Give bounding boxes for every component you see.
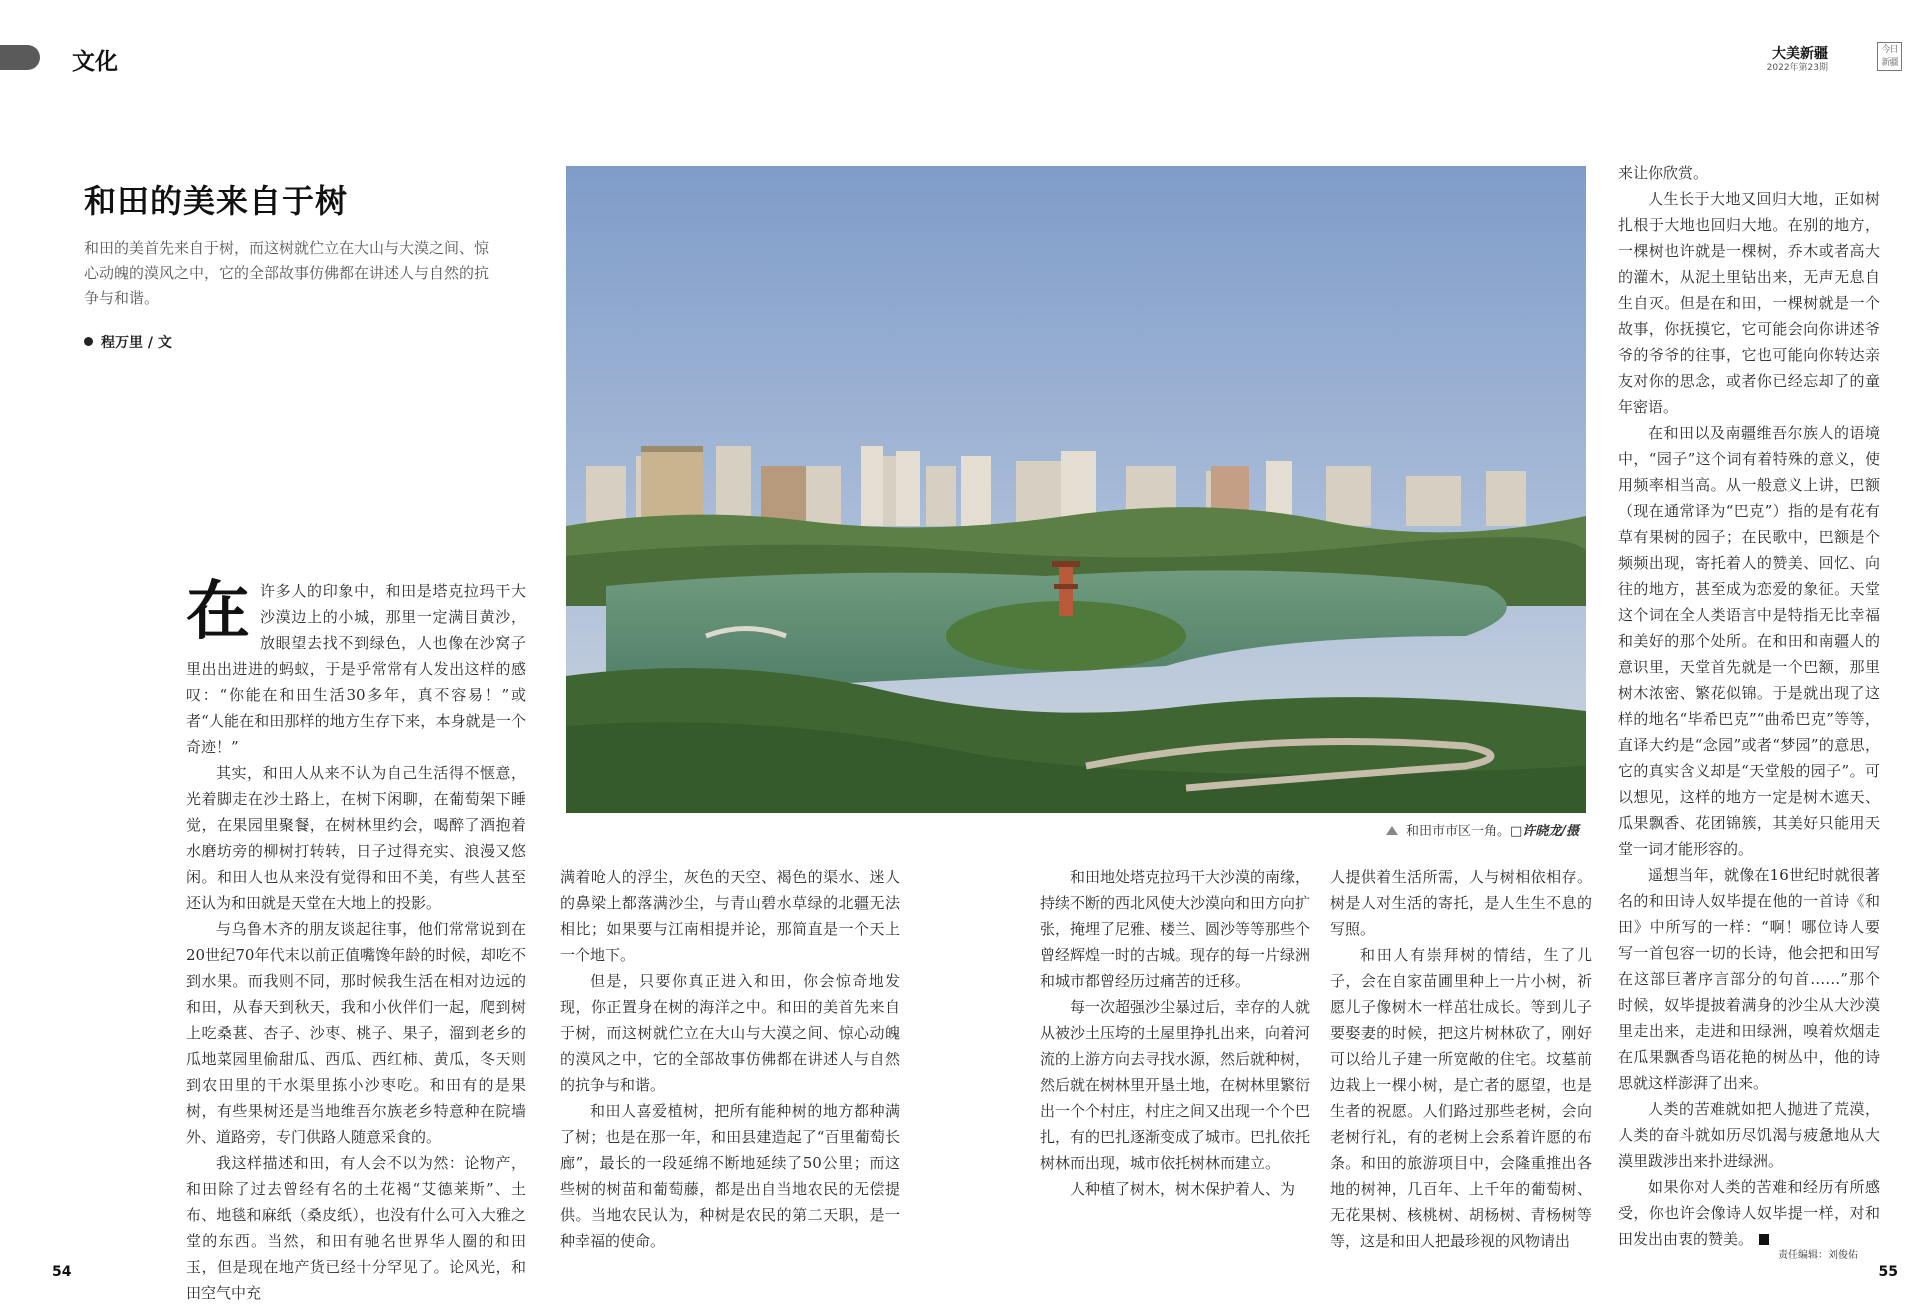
page-number-left: 54 [52,1264,72,1280]
paragraph: 人生长于大地又回归大地，正如树扎根于大地也回归大地。在别的地方，一棵树也许就是一棵树，乔木或者高大的灌木，从泥土里钻出来，无声无息自生自灭。但是在和田，一棵树就是一个故事，你抚摸它，它可能会向你讲述爷爷的爷爷的往事，它也可能向你转达亲友对你的思念，或者你已经忘却了的童年密语。 [1618,190,1880,416]
paragraph [186,574,526,760]
body-column-4 [1330,864,1592,1254]
article-lead: 和田的美首先来自于树，而这树就伫立在大山与大漠之间、惊心动魄的漠风之中，它的全部故事仿佛都在讲述人与自然的抗争与和谐。 [84,239,490,307]
article-title: 和田的美来自于树 [84,182,349,220]
paragraph: 人提供着生活所需，人与树相依相存。树是人对生活的寄托，是人生生不息的写照。 [1330,868,1592,938]
paragraph: 来让你欣赏。 [1618,164,1709,182]
body-column-2 [560,864,900,1254]
paragraph: 和田地处塔克拉玛干大沙漠的南缘，持续不断的西北风使大沙漠向和田方向扩张，掩埋了尼雅、楼兰、圆沙等等那些个曾经辉煌一时的古城。现存的每一片绿洲和城市都曾经历过痛苦的迁移。 [1040,868,1311,990]
paragraph: 和田人有崇拜树的情结，生了儿子，会在自家苗圃里种上一片小树，祈愿儿子像树木一样茁壮成长。等到儿子要娶妻的时候，把这片树林砍了，刚好可以给儿子建一所宽敞的住宅。坟墓前边栽上一棵小树，是亡者的愿望，也是生者的祝愿。人们路过那些老树，会向老树行礼，有的老树上会系着许愿的布条。和田的旅游项目中，会隆重推出各地的树神，几百年、上千年的葡萄树、无花果树、核桃树、胡杨树、青杨树等等，这是和田人把最珍视的风物请出 [1330,946,1592,1250]
paragraph: 人类的苦难就如把人抛进了荒漠，人类的奋斗就如历尽饥渴与疲惫地从大漠里跋涉出来扑进绿洲。 [1618,1100,1880,1170]
magazine-logo: 今日新疆 [1877,42,1902,71]
end-mark-icon [1759,1234,1769,1245]
body-column-5 [1618,160,1880,1252]
body-column-3 [1040,864,1310,1202]
section-name: 文化 [72,49,118,75]
body-column-1 [186,574,526,1306]
photo-credit: □许晓龙/摄 [1510,824,1580,839]
city-lake-illustration [566,166,1586,813]
hotan-city-photo [566,166,1586,813]
paragraph-text: 如果你对人类的苦难和经历有所感受，你也许会像诗人奴毕提一样，对和田发出由衷的赞美。 [1618,1178,1880,1248]
paragraph: 其实，和田人从来不认为自己生活得不惬意，光着脚走在沙土路上，在树下闲聊，在葡萄架下睡觉，在果园里聚餐，在树林里约会，喝醉了酒抱着水磨坊旁的柳树打转转，日子过得充实、浪漫又悠闲。和田人也从来没有觉得和田不美，有些人甚至还认为和田就是天堂在大地上的投影。 [186,764,526,912]
paragraph: 在和田以及南疆维吾尔族人的语境中，“园子”这个词有着特殊的意义，使用频率相当高。从一般意义上讲，巴额（现在通常译为“巴克”）指的是有花有草有果树的园子；在民歌中，巴额是个频频出现，寄托着人的赞美、回忆、向往的地方，甚至成为恋爱的象征。天堂这个词在全人类语言中是特指无比幸福和美好的那个处所。在和田和南疆人的意识里，天堂首先就是一个巴额，那里树木浓密、繁花似锦。于是就出现了这样的地名“毕希巴克”“曲希巴克”等等，直译大约是“念园”或者“梦园”的意思，它的真实含义却是“天堂般的园子”。可以想见，这样的地方一定是树木遮天、瓜果飘香、花团锦簇，其美好只能用天堂一词才能形容的。 [1618,424,1880,858]
paragraph: 满着呛人的浮尘，灰色的天空、褐色的渠水、迷人的鼻梁上都落满沙尘，与青山碧水草绿的北疆无法相比；如果要与江南相提并论，那简直是一个天上一个地下。 [560,868,900,964]
drop-cap: 在 [186,574,250,649]
caption-triangle-icon [1386,826,1398,835]
paragraph-text: 许多人的印象中，和田是塔克拉玛干大沙漠边上的小城，那里一定满目黄沙，放眼望去找不到绿色，人也像在沙窝子里出出进进的蚂蚁，于是乎常常有人发出这样的感叹：“你能在和田生活30多年，真不容易！”或者“人能在和田那样的地方生存下来，本身就是一个奇迹！” [186,582,526,756]
paragraph: 我这样描述和田，有人会不以为然：论物产，和田除了过去曾经有名的土花褐“艾德莱斯”、土布、地毯和麻纸（桑皮纸），也没有什么可入大雅之堂的东西。当然，和田有驰名世界华人圈的和田玉，但是现在地产货已经十分罕见了。论风光，和田空气中充 [186,1154,526,1302]
paragraph: 人种植了树木，树木保护着人、为 [1070,1180,1296,1198]
paragraph: 和田人喜爱植树，把所有能种树的地方都种满了树；也是在那一年，和田县建造起了“百里葡萄长廊”，最长的一段延绵不断地延续了50公里；而这些树的树苗和葡萄藤，都是出自当地农民的无偿提供。当地农民认为，种树是农民的第二天职，是一种幸福的使命。 [560,1102,900,1250]
magazine-issue: 2022年第23期 [1766,63,1828,73]
article-byline [84,332,172,352]
page-number-right: 55 [1878,1264,1898,1280]
paragraph: 但是，只要你真正进入和田，你会惊奇地发现，你正置身在树的海洋之中。和田的美首先来自于树，而这树就伫立在大山与大漠之间、惊心动魄的漠风之中，它的全部故事仿佛都在讲述人与自然的抗争与和谐。 [560,972,900,1094]
responsible-editor: 责任编辑：刘俊佑 [1778,1250,1858,1261]
section-tab [0,45,40,70]
caption-text: 和田市市区一角。 [1406,824,1511,839]
paragraph: 每一次超强沙尘暴过后，幸存的人就从被沙土压垮的土屋里挣扎出来，向着河流的上游方向去寻找水源，然后就种树，然后就在树林里开垦土地，在树林里繁衍出一个个村庄，村庄之间又出现一个个巴扎，有的巴扎逐渐变成了城市。巴扎依托树林而出现，城市依托树林而建立。 [1040,998,1311,1172]
paragraph [1618,1174,1880,1252]
author: 程万里 / 文 [101,335,172,351]
magazine-name: 大美新疆 [1772,46,1828,62]
photo-caption [1386,820,1579,839]
paragraph: 与乌鲁木齐的朋友谈起往事，他们常常说到在20世纪70年代末以前正值嘴馋年龄的时候，却吃不到水果。而我则不同，那时候我生活在相对边远的和田，从春天到秋天，我和小伙伴们一起，爬到树上吃桑葚、杏子、沙枣、桃子、果子，溜到老乡的瓜地菜园里偷甜瓜、西瓜、西红柿、黄瓜，冬天则到农田里的干水渠里拣小沙枣吃。和田有的是果树，有些果树还是当地维吾尔族老乡特意种在院墙外、道路旁，专门供路人随意采食的。 [186,920,526,1146]
byline-bullet-icon [84,337,93,346]
paragraph: 遥想当年，就像在16世纪时就很著名的和田诗人奴毕提在他的一首诗《和田》中所写的一样：“啊！哪位诗人要写一首包容一切的长诗，他会把和田写在这部巨著序言部分的句首……”那个时候，奴毕提披着满身的沙尘从大沙漠里走出来，走进和田绿洲，嗅着炊烟走在瓜果飘香鸟语花艳的树丛中，他的诗思就这样澎湃了出来。 [1618,866,1880,1092]
